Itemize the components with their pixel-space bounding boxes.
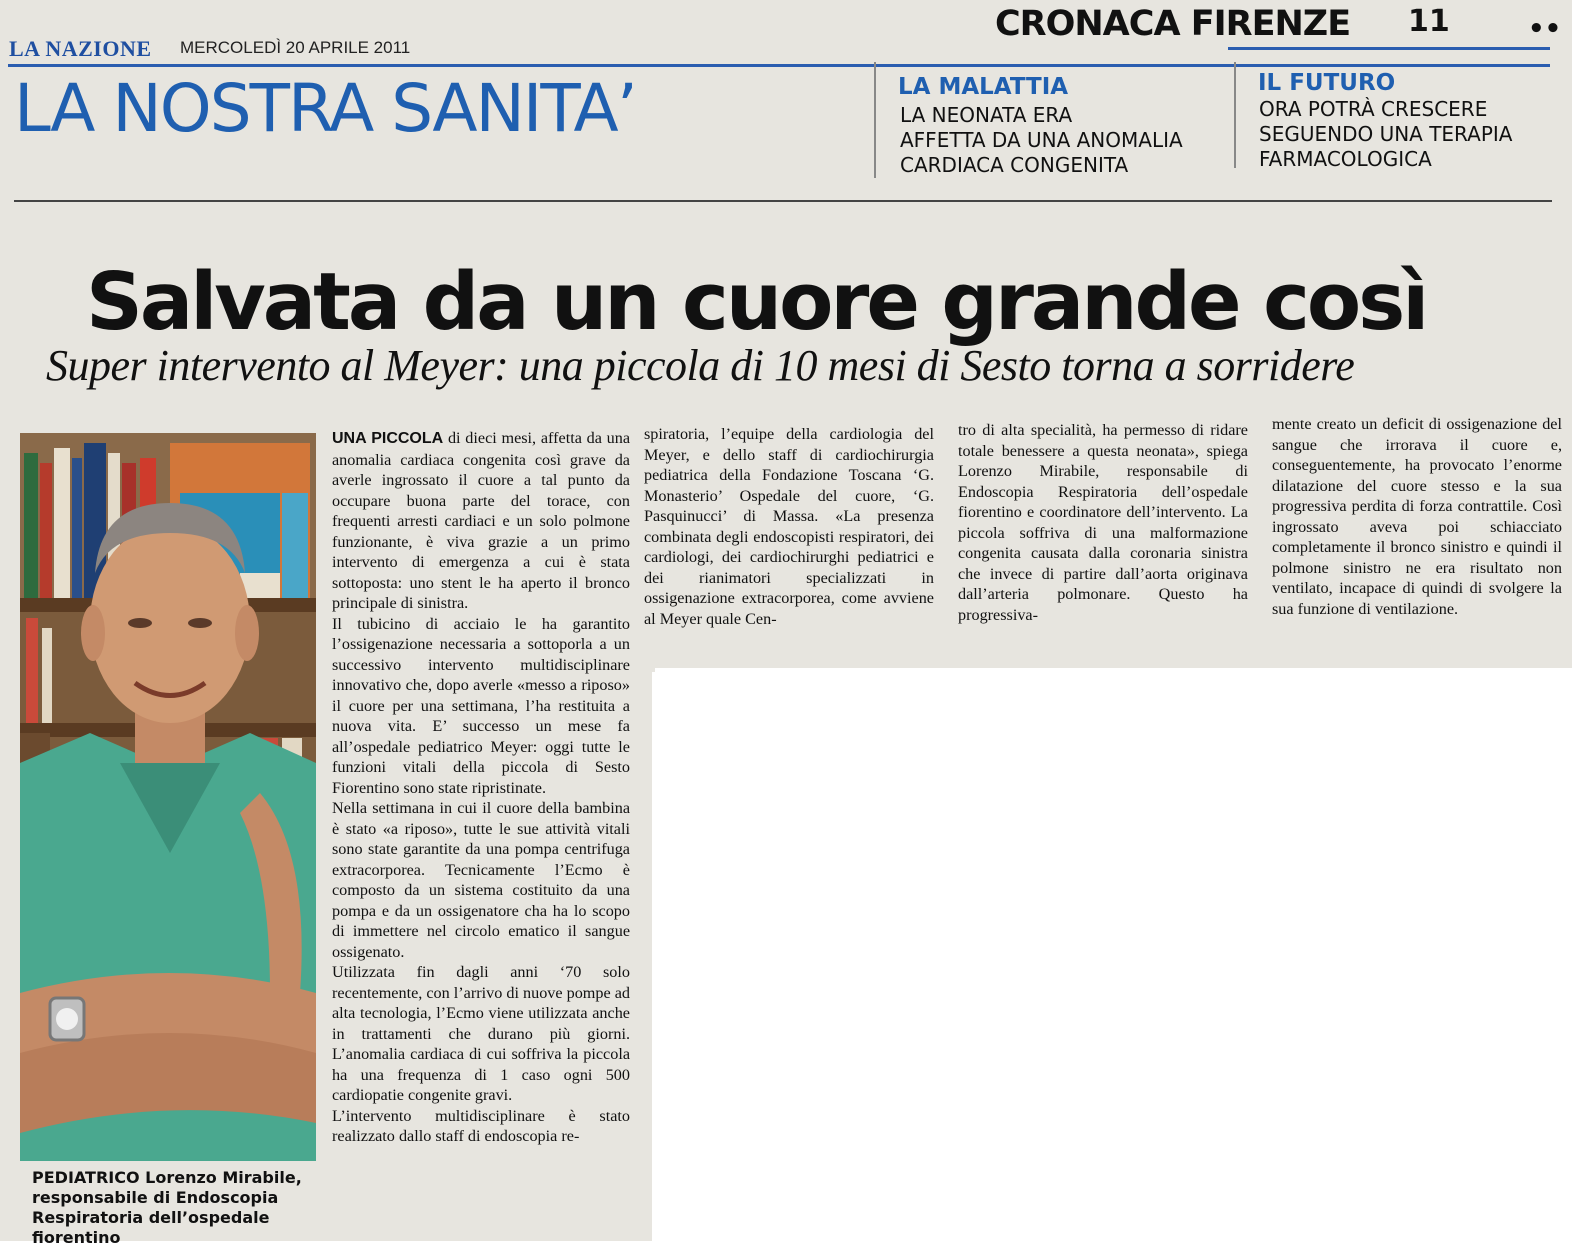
publication-date: MERCOLEDÌ 20 APRILE 2011	[180, 38, 411, 57]
column-divider	[1234, 62, 1236, 168]
paragraph: Utilizzata fin dagli anni ‘70 solo recentemente, con l’arrivo di nuove pompe ad alta tecnologia, l’Ecmo viene utilizzata anche in trattamenti che durano più giorni. L’anomalia cardiaca di cui soffriva la piccola ha una frequenza di 1 caso ogni 500 cardiopatie congenite gravi.	[332, 963, 630, 1104]
article-column-1	[332, 428, 630, 1147]
paragraph: Nella settimana in cui il cuore della bambina è stato «a riposo», tutte le sue attività vitali sono state garantite da una pompa centrifuga extracorporea. Tecnicamente l’Ecmo è composto da un sistema costituito da una pompa e da un ossigenatore cha ha lo scopo di immettere nel circolo ematico il sangue ossigenato.	[332, 799, 630, 961]
section-title: CRONACA FIRENZE	[995, 4, 1351, 44]
corner-mark: ••	[1528, 14, 1562, 44]
article-column-3	[958, 420, 1248, 625]
paragraph-text: di dieci mesi, affetta da una anomalia cardiaca congenita così grave da averle ingrossato il cuore a tal punto da occupare buona parte del torace, con frequenti arresti cardiaci e un solo polmone funzionante, è viva grazie a un primo intervento di emergenza a cui è stata sottoposta: uno stent le ha aperto il bronco principale di sinistra.	[332, 429, 631, 612]
paragraph: tro di alta specialità, ha permesso di ridare totale benessere a questa neonata», spiega Lorenzo Mirabile, responsabile di Endoscopia Respiratoria dell’ospedale fiorentino e coordinatore dell’intervento. La piccola soffriva di una malformazione congenita causata dalla coronaria sinistra che invece di partire dall’aorta originava dall’arteria polmonare. Questo ha progressiva-	[958, 421, 1248, 624]
section-rule	[14, 200, 1552, 202]
kicker-title-futuro: IL FUTURO	[1258, 70, 1396, 96]
kicker-line: SEGUENDO UNA TERAPIA	[1259, 122, 1513, 146]
blank-scan-area	[652, 672, 1572, 1241]
header-rule-right	[1228, 47, 1550, 50]
caption-text: Lorenzo Mirabile, responsabile di Endoscopia Respiratoria dell’ospedale fiorentino	[32, 1168, 302, 1247]
caption-lead: PEDIATRICO	[32, 1168, 140, 1187]
kicker-text-futuro	[1259, 97, 1512, 172]
kicker-line: FARMACOLOGICA	[1259, 147, 1432, 171]
kicker-title-malattia: LA MALATTIA	[898, 74, 1069, 100]
masthead: LA NAZIONE	[9, 36, 152, 61]
paragraph: L’intervento multidisciplinare è stato realizzato dallo staff di endoscopia re-	[332, 1106, 630, 1145]
paragraph: Il tubicino di acciaio le ha garantito l’ossigenazione necessaria a sottoporla a un successivo intervento multidisciplinare innovativo che, dopo averle «messo a riposo» il cuore per una settimana, l’ha restituita a nuova vita. E’ successo un mese fa all’ospedale pediatrico Meyer: oggi tutte le funzioni vitali della piccola di Sesto Fiorentino sono state ripristinate.	[332, 614, 630, 797]
subheadline: Super intervento al Meyer: una piccola di 10 mesi di Sesto torna a sorridere	[46, 341, 1355, 390]
column-divider	[874, 62, 876, 178]
article-column-2	[644, 424, 934, 629]
kicker-line: CARDIACA CONGENITA	[900, 153, 1129, 177]
kicker-line: LA NEONATA ERA	[900, 103, 1073, 127]
article-column-4	[1272, 414, 1562, 619]
photo-caption	[32, 1168, 312, 1248]
paragraph: spiratoria, l’equipe della cardiologia del Meyer, e dello staff di cardiochirurgia pediatrica della Fondazione Toscana ‘G. Monasterio’ Ospedale del cuore, ‘G. Pasquinucci’ di Massa. «La presenza combinata degli endoscopisti respiratori, dei cardiologi, dei cardiochirurghi pediatrici e dei rianimatori specializzati in ossigenazione extracorporea, come avviene al Meyer quale Cen-	[644, 425, 934, 628]
kicker-text-malattia	[900, 103, 1183, 178]
paragraph: mente creato un deficit di ossigenazione del sangue che irrorava il cuore e, conseguentemente, ha provocato l’enorme dilatazione del cuore stesso e la sua progressiva perdita di forza contrattile. Così ingrossato aveva poi schiacciato completamente il bronco sinistro e quindi il polmone sinistro ne era risultato non ventilato, incapace di quindi di svolgere la sua funzione di ventilazione.	[1272, 415, 1562, 618]
kicker-line: AFFETTA DA UNA ANOMALIA	[900, 128, 1183, 152]
headline: Salvata da un cuore grande così	[86, 256, 1427, 348]
doctor-photo-illustration	[20, 433, 316, 1161]
rubric-title: LA NOSTRA SANITA’	[14, 70, 636, 147]
paragraph	[332, 428, 630, 614]
kicker-line: ORA POTRÀ CRESCERE	[1259, 97, 1488, 121]
page-number: 11	[1408, 4, 1450, 39]
doctor-photo	[20, 433, 316, 1161]
header-rule	[8, 64, 1550, 67]
article-lead-in: UNA PICCOLA	[332, 430, 444, 447]
